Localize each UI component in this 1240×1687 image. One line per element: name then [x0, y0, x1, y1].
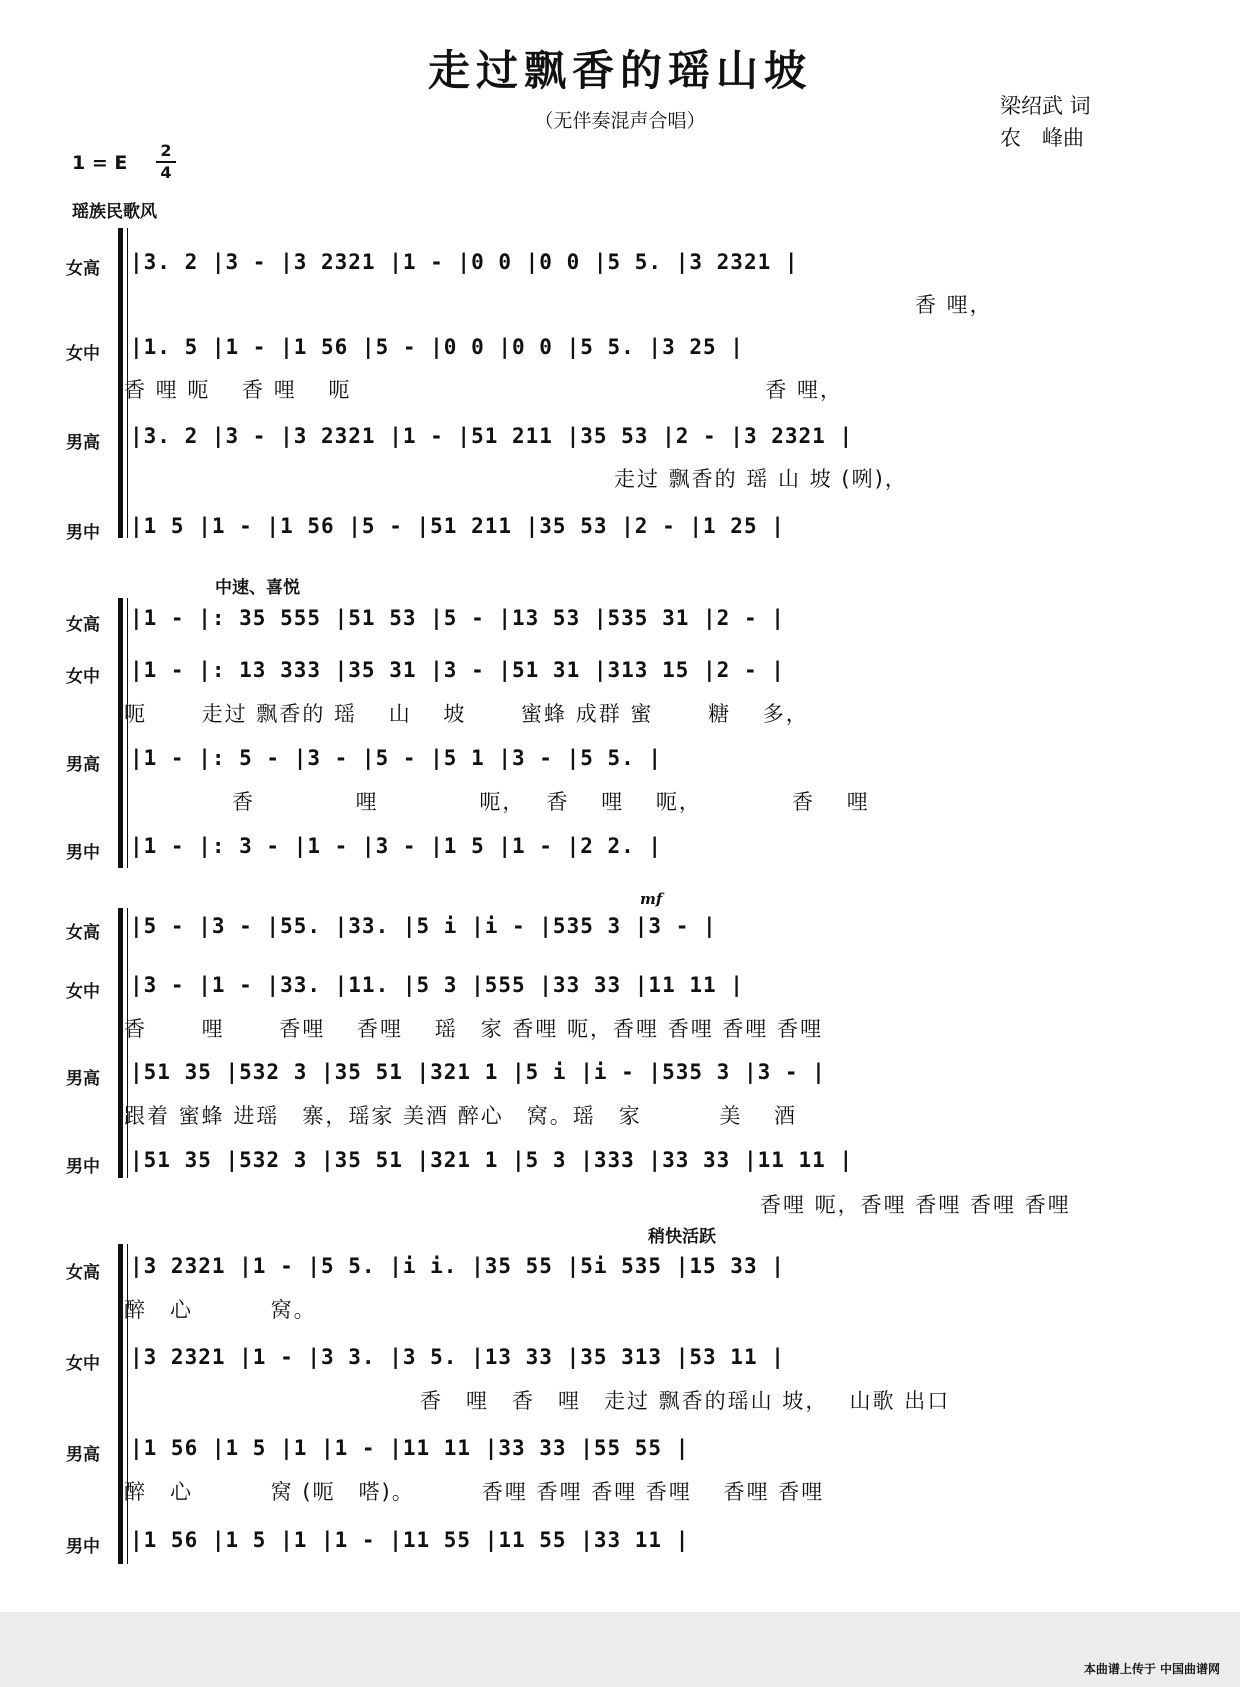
- voice-label-tenor: 男高: [66, 433, 100, 453]
- voice-label-tenor: 男高: [66, 755, 100, 775]
- voice-label-soprano: 女高: [66, 259, 100, 279]
- voice-label-alto: 女中: [66, 344, 100, 364]
- voice-label-alto: 女中: [66, 1354, 100, 1374]
- voice-label-soprano: 女高: [66, 1263, 100, 1283]
- system-brace: [118, 1244, 128, 1564]
- alto-lyrics: 香 哩 香哩 香哩 瑶 家 香哩 呃，香哩 香哩 香哩 香哩: [124, 1017, 824, 1041]
- composer-credit: 农 峰曲: [1000, 126, 1084, 150]
- dynamic-marking: mf: [640, 890, 663, 908]
- bass-notes: |51 35 |532 3 |35 51 |321 1 |5 3 |333 |33 33 |11 11 |: [130, 1148, 854, 1172]
- tenor-notes: |3. 2 |3 - |3 2321 |1 - |51 211 |35 53 |2 - |3 2321 |: [130, 424, 854, 448]
- footer-bar: [0, 1612, 1240, 1687]
- tempo-marking: 中速、喜悦: [215, 578, 300, 598]
- score-subtitle: （无伴奏混声合唱）: [534, 110, 706, 132]
- voice-label-bass: 男中: [66, 1537, 100, 1557]
- voice-label-tenor: 男高: [66, 1445, 100, 1465]
- soprano-notes: |3 2321 |1 - |5 5. |i i. |35 55 |5i 535 |15 33 |: [130, 1254, 785, 1278]
- time-signature-bottom: 4: [156, 161, 176, 183]
- voice-label-bass: 男中: [66, 523, 100, 543]
- alto-notes: |1 - |: 13 333 |35 31 |3 - |51 31 |313 15 |2 - |: [130, 658, 785, 682]
- voice-label-soprano: 女高: [66, 615, 100, 635]
- soprano-lyrics: 香 哩，: [915, 293, 993, 317]
- system-brace: [118, 598, 128, 868]
- tempo-marking: 稍快活跃: [648, 1227, 716, 1247]
- tenor-notes: |1 56 |1 5 |1 |1 - |11 11 |33 33 |55 55 |: [130, 1436, 690, 1460]
- tenor-notes: |51 35 |532 3 |35 51 |321 1 |5 i |i - |535 3 |3 - |: [130, 1060, 826, 1084]
- tenor-notes: |1 - |: 5 - |3 - |5 - |5 1 |3 - |5 5. |: [130, 746, 663, 770]
- alto-lyrics: 香 哩 呃 香 哩 呃 香 哩，: [124, 378, 844, 402]
- voice-label-bass: 男中: [66, 843, 100, 863]
- lyricist-credit: 梁绍武 词: [1000, 94, 1091, 118]
- time-signature: [156, 141, 176, 183]
- voice-label-bass: 男中: [66, 1157, 100, 1177]
- tenor-lyrics: 香 哩 呃， 香 哩 呃， 香 哩: [232, 790, 870, 814]
- score-title: 走过飘香的瑶山坡: [427, 46, 812, 95]
- alto-notes: |1. 5 |1 - |1 56 |5 - |0 0 |0 0 |5 5. |3 25 |: [130, 335, 744, 359]
- soprano-notes: |1 - |: 35 555 |51 53 |5 - |13 53 |535 31 |2 - |: [130, 606, 785, 630]
- voice-label-tenor: 男高: [66, 1069, 100, 1089]
- soprano-notes: |5 - |3 - |55. |33. |5 i |i - |535 3 |3 - |: [130, 914, 717, 938]
- soprano-lyrics: 醉 心 窝。: [124, 1298, 317, 1322]
- voice-label-alto: 女中: [66, 982, 100, 1002]
- style-marking: 瑶族民歌风: [72, 202, 157, 222]
- tenor-lyrics: 走过 飘香的 瑶 山 坡 (咧)，: [614, 467, 908, 491]
- alto-lyrics: 呃 走过 飘香的 瑶 山 坡 蜜蜂 成群 蜜 糖 多，: [124, 702, 809, 726]
- tenor-lyrics: 跟着 蜜蜂 进瑶 寨，瑶家 美酒 醉心 窝。瑶 家 美 酒: [124, 1104, 798, 1128]
- system-brace: [118, 908, 128, 1178]
- time-signature-top: 2: [160, 141, 172, 160]
- alto-notes: |3 - |1 - |33. |11. |5 3 |555 |33 33 |11 11 |: [130, 973, 744, 997]
- voice-label-alto: 女中: [66, 667, 100, 687]
- bass-lyrics: 香哩 呃，香哩 香哩 香哩 香哩: [760, 1193, 1071, 1217]
- bass-notes: |1 - |: 3 - |1 - |3 - |1 5 |1 - |2 2. |: [130, 834, 663, 858]
- bass-notes: |1 56 |1 5 |1 |1 - |11 55 |11 55 |33 11 |: [130, 1528, 690, 1552]
- key-signature: 1 = E: [72, 152, 128, 174]
- soprano-notes: |3. 2 |3 - |3 2321 |1 - |0 0 |0 0 |5 5. |3 2321 |: [130, 250, 799, 274]
- alto-notes: |3 2321 |1 - |3 3. |3 5. |13 33 |35 313 |53 11 |: [130, 1345, 785, 1369]
- voice-label-soprano: 女高: [66, 923, 100, 943]
- tenor-lyrics: 醉 心 窝 (呃 嗒)。 香哩 香哩 香哩 香哩 香哩 香哩: [124, 1480, 825, 1504]
- footer-watermark: 本曲谱上传于 中国曲谱网: [1083, 1662, 1220, 1676]
- alto-lyrics: 香 哩 香 哩 走过 飘香的瑶山 坡， 山歌 出口: [420, 1389, 951, 1413]
- bass-notes: |1 5 |1 - |1 56 |5 - |51 211 |35 53 |2 - |1 25 |: [130, 514, 785, 538]
